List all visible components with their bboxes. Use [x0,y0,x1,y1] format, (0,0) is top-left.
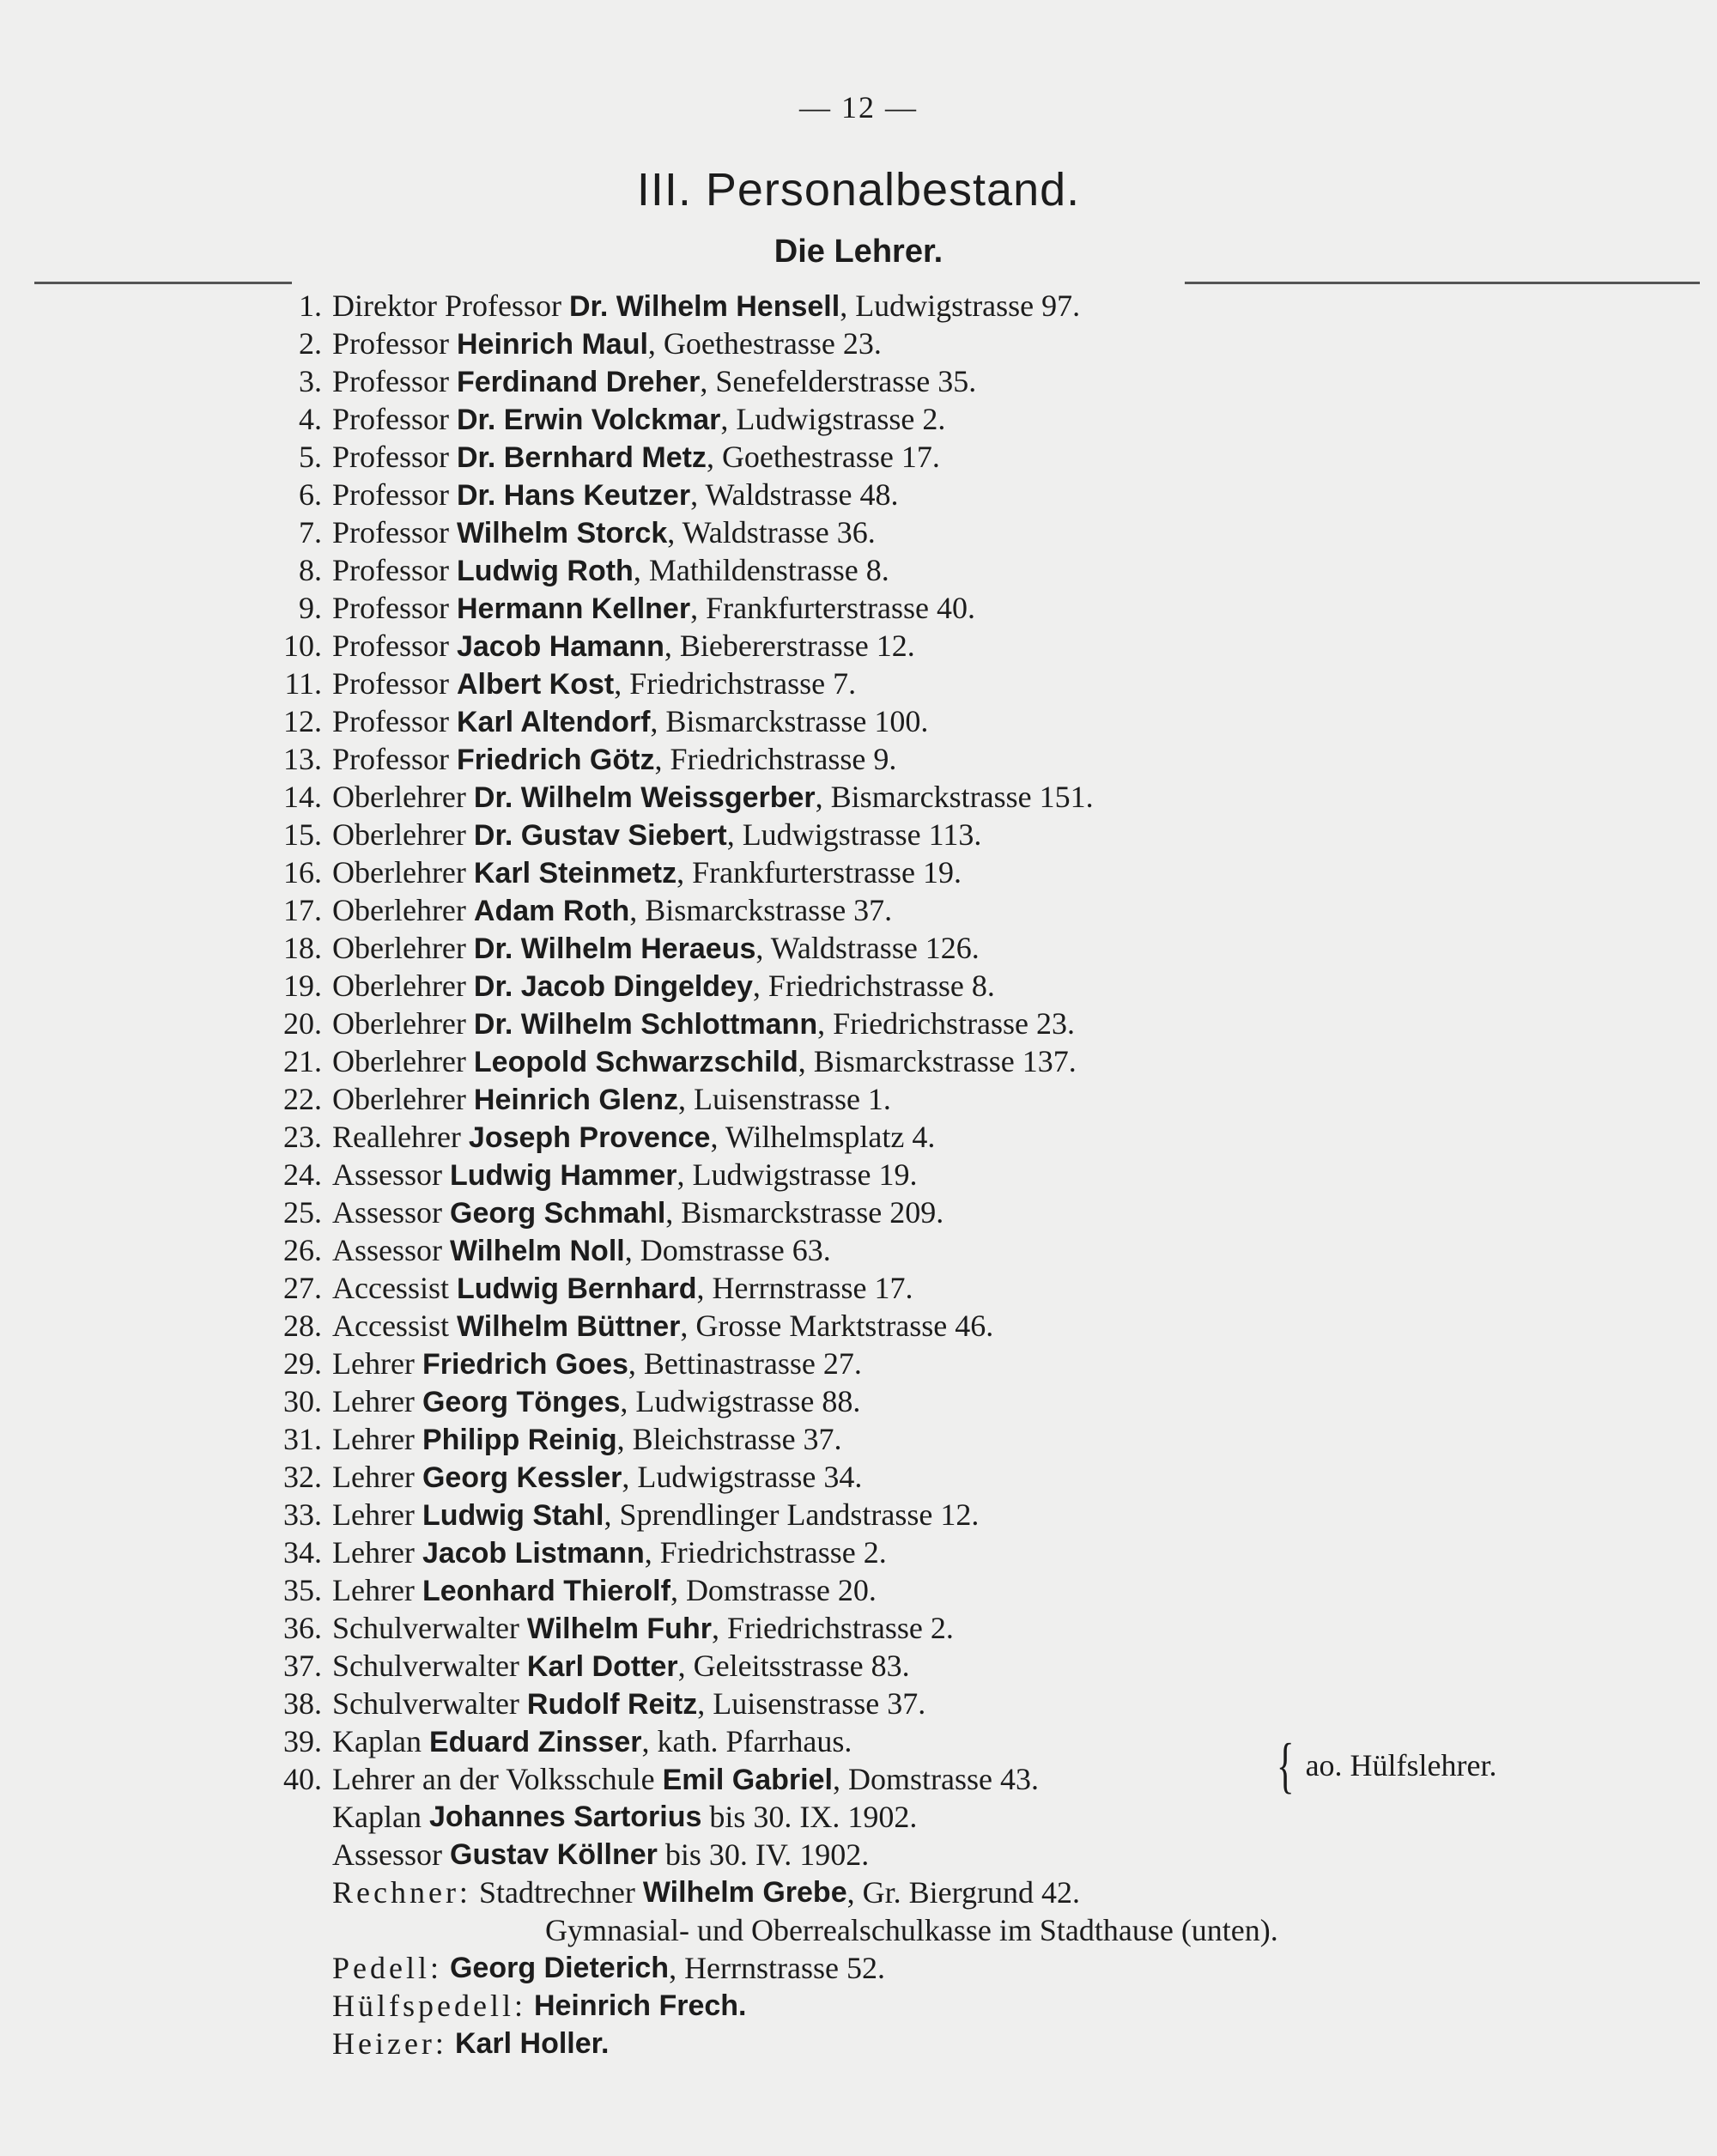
teacher-rank: Professor [332,402,449,436]
teacher-row [275,1420,1700,1458]
teacher-name: Dr. Erwin Volckmar [456,404,721,436]
teacher-address: Frankfurterstrasse 19. [692,855,962,890]
teacher-name: Dr. Bernhard Metz [456,441,707,474]
teacher-rank: Schulverwalter [332,1649,519,1683]
teacher-rank: Oberlehrer [332,817,466,852]
teacher-name: Heinrich Maul [456,328,648,361]
header-rule-left [34,282,292,284]
teacher-row [275,702,1700,740]
teacher-rank: Oberlehrer [332,780,466,814]
teacher-name: Ludwig Stahl [422,1499,604,1532]
teacher-number: 28. [283,1309,322,1343]
teacher-address: Biebererstrasse 12. [679,629,915,663]
teacher-name: Dr. Gustav Siebert [473,819,727,852]
teacher-rank: Schulverwalter [332,1611,519,1645]
teacher-name: Hermann Kellner [456,592,691,625]
former-teacher-row [275,1836,1700,1874]
teacher-number: 37. [283,1649,322,1683]
teacher-row [275,287,1700,325]
teacher-number: 35. [283,1573,322,1607]
teacher-entry: Oberlehrer Dr. Jacob Dingeldey, Friedrichstrasse 8. [332,969,995,1003]
teacher-name: Dr. Wilhelm Hensell [568,290,840,323]
teacher-name: Georg Kessler [422,1461,622,1494]
teacher-address: Herrnstrasse 17. [712,1271,913,1305]
huelfspedell-label: Hülfspedell: [332,1989,526,2023]
pedell-name: Georg Dieterich [449,1952,670,1984]
teacher-row [275,1496,1700,1533]
teacher-entry: Lehrer Leonhard Thierolf, Domstrasse 20. [332,1573,877,1607]
teacher-address: Ludwigstrasse 34. [637,1460,863,1494]
teacher-address: Friedrichstrasse 23. [833,1006,1076,1041]
teacher-number: 22. [283,1082,322,1116]
teacher-address: Ludwigstrasse 2. [736,402,946,436]
teacher-number: 12. [283,704,322,738]
pedell-label: Pedell: [332,1951,442,1985]
teacher-row [275,1156,1700,1193]
teacher-address: Sprendlinger Landstrasse 12. [619,1497,980,1532]
teacher-address: Waldstrasse 48. [705,477,899,512]
teacher-number: 34. [283,1535,322,1570]
teacher-name: Wilhelm Storck [456,517,668,550]
teacher-number: 25. [283,1195,322,1230]
former-name: Johannes Sartorius [428,1801,702,1833]
teacher-name: Jacob Listmann [422,1537,645,1570]
teacher-entry: Lehrer Jacob Listmann, Friedrichstrasse 2. [332,1535,887,1570]
former-note: bis 30. IX. 1902. [709,1800,918,1834]
teacher-address: Domstrasse 63. [640,1233,831,1267]
teacher-address: Bismarckstrasse 137. [813,1044,1077,1078]
teacher-rank: Oberlehrer [332,1082,466,1116]
teacher-rank: Professor [332,477,449,512]
teacher-name: Dr. Wilhelm Heraeus [473,932,756,965]
teacher-number: 4. [299,402,322,436]
teacher-row [275,1231,1700,1269]
teacher-number: 39. [283,1724,322,1758]
teacher-entry: Oberlehrer Dr. Wilhelm Heraeus, Waldstrasse 126. [332,931,980,965]
teacher-name: Dr. Jacob Dingeldey [473,970,753,1003]
teacher-row [275,1307,1700,1345]
teacher-rank: Assessor [332,1157,443,1192]
teacher-row [275,740,1700,778]
teacher-address: Luisenstrasse 1. [693,1082,891,1116]
teacher-rank: Professor [332,742,449,776]
rechner-office: Gymnasial- und Oberrealschulkasse im Stadthause (unten). [545,1913,1278,1947]
teacher-name: Leonhard Thierolf [422,1575,670,1607]
teacher-number: 11. [284,666,322,701]
teacher-entry: Professor Dr. Bernhard Metz, Goethestrasse 17. [332,440,940,474]
teacher-name: Georg Tönges [422,1386,621,1418]
heizer-name: Karl Holler. [454,2027,610,2060]
teacher-row [275,967,1700,1005]
section-title: III. Personalbestand. [636,164,1081,216]
teacher-name: Friedrich Goes [422,1348,628,1381]
teacher-rank: Accessist [332,1271,449,1305]
teacher-address: Waldstrasse 126. [770,931,980,965]
teacher-rank: Oberlehrer [332,1006,466,1041]
aux-teacher-bracket [1271,1728,1497,1803]
teacher-name: Friedrich Götz [456,744,655,776]
pedell-address: Herrnstrasse 52. [684,1951,885,1985]
teacher-row [275,891,1700,929]
teacher-number: 14. [283,780,322,814]
teacher-rank: Lehrer [332,1384,415,1418]
teacher-rank: Professor [332,364,449,398]
teacher-row [275,513,1700,551]
teacher-number: 1. [299,288,322,323]
teacher-name: Ludwig Roth [456,555,634,587]
teacher-rank: Lehrer [332,1497,415,1532]
rechner-address: Gr. Biergrund 42. [862,1875,1080,1910]
teacher-row [275,438,1700,476]
sub-title: Die Lehrer. [774,234,943,270]
teacher-address: Frankfurterstrasse 40. [706,591,975,625]
teacher-number: 24. [283,1157,322,1192]
teacher-number: 19. [283,969,322,1003]
rechner-row: Rechner: Stadtrechner Wilhelm Grebe , Gr. Biergrund 42. [332,1875,1080,1910]
huelfspedell-name: Heinrich Frech. [533,1989,747,2022]
teacher-address: Friedrichstrasse 2. [659,1535,887,1570]
teacher-address: Bismarckstrasse 151. [830,780,1094,814]
teacher-row [275,1685,1700,1722]
teacher-entry: Schulverwalter Rudolf Reitz, Luisenstrasse 37. [332,1686,926,1721]
teacher-number: 30. [283,1384,322,1418]
teacher-row [275,1609,1700,1647]
teacher-entry: Schulverwalter Wilhelm Fuhr, Friedrichstrasse 2. [332,1611,954,1645]
teacher-name: Adam Roth [473,895,630,927]
teacher-rank: Lehrer [332,1346,415,1381]
teacher-name: Ludwig Bernhard [456,1272,697,1305]
teacher-rank: Schulverwalter [332,1686,519,1721]
teacher-address: Bismarckstrasse 100. [665,704,929,738]
teacher-entry: Professor Dr. Hans Keutzer, Waldstrasse 48. [332,477,899,512]
teacher-name: Heinrich Glenz [473,1084,678,1116]
teacher-entry: Oberlehrer Leopold Schwarzschild, Bismarckstrasse 137. [332,1044,1077,1078]
teacher-number: 33. [283,1497,322,1532]
teacher-address: kath. Pfarrhaus. [657,1724,852,1758]
teacher-rank: Professor [332,666,449,701]
teacher-row [275,853,1700,891]
teacher-row [275,816,1700,853]
teacher-number: 10. [283,629,322,663]
teacher-address: Goethestrasse 17. [721,440,940,474]
teacher-address: Bettinastrasse 27. [643,1346,862,1381]
teacher-row [275,1571,1700,1609]
teacher-entry: Accessist Wilhelm Büttner, Grosse Marktstrasse 46. [332,1309,994,1343]
teacher-rank: Lehrer [332,1573,415,1607]
teacher-number: 9. [299,591,322,625]
teacher-entry: Professor Jacob Hamann, Biebererstrasse 12. [332,629,915,663]
teacher-entry: Professor Ludwig Roth, Mathildenstrasse 8. [332,553,889,587]
teacher-row [275,1042,1700,1080]
teacher-address: Domstrasse 20. [685,1573,877,1607]
header-rule-right [1185,282,1700,284]
page-number: — 12 — [799,90,918,125]
teacher-entry: Assessor Ludwig Hammer, Ludwigstrasse 19. [332,1157,918,1192]
teacher-row [275,551,1700,589]
teacher-rank: Professor [332,553,449,587]
teacher-entry: Accessist Ludwig Bernhard, Herrnstrasse 17. [332,1271,913,1305]
teacher-address: Bismarckstrasse 37. [645,893,893,927]
teacher-entry: Assessor Georg Schmahl, Bismarckstrasse 209. [332,1195,944,1230]
teacher-name: Ludwig Hammer [450,1159,677,1192]
teacher-rank: Oberlehrer [332,855,466,890]
teacher-address: Ludwigstrasse 113. [742,817,982,852]
teacher-name: Dr. Wilhelm Schlottmann [473,1008,818,1041]
teacher-address: Ludwigstrasse 88. [635,1384,861,1418]
teacher-name: Eduard Zinsser [428,1726,642,1758]
teacher-row [275,627,1700,665]
teacher-entry: Professor Friedrich Götz, Friedrichstrasse 9. [332,742,897,776]
teacher-address: Bleichstrasse 37. [632,1422,842,1456]
teacher-number: 40. [283,1762,322,1796]
teacher-address: Wilhelmsplatz 4. [725,1120,936,1154]
teacher-entry: Lehrer Philipp Reinig, Bleichstrasse 37. [332,1422,842,1456]
teacher-number: 32. [283,1460,322,1494]
teacher-name: Philipp Reinig [422,1424,617,1456]
teacher-row [275,1345,1700,1382]
teacher-name: Wilhelm Fuhr [526,1612,712,1645]
teacher-rank: Oberlehrer [332,893,466,927]
teacher-name: Dr. Hans Keutzer [456,479,691,512]
rechner-office-row [275,1911,1700,1949]
teacher-address: Friedrichstrasse 2. [726,1611,954,1645]
teacher-address: Grosse Marktstrasse 46. [695,1309,994,1343]
teacher-number: 27. [283,1271,322,1305]
teacher-number: 21. [283,1044,322,1078]
huelfspedell-row [275,1987,1700,2025]
teacher-rank: Direktor Professor [332,288,561,323]
teacher-entry: Lehrer Friedrich Goes, Bettinastrasse 27. [332,1346,862,1381]
teacher-name: Leopold Schwarzschild [473,1046,798,1078]
heizer-label: Heizer: [332,2026,447,2061]
teacher-address: Waldstrasse 36. [682,515,876,550]
teacher-entry: Professor Hermann Kellner, Frankfurterstrasse 40. [332,591,975,625]
teacher-number: 13. [283,742,322,776]
teacher-number: 7. [299,515,322,550]
teacher-entry: Schulverwalter Karl Dotter, Geleitsstrasse 83. [332,1649,910,1683]
teacher-name: Emil Gabriel [662,1764,833,1796]
brace-glyph: { [1276,1731,1295,1800]
teacher-address: Domstrasse 43. [847,1762,1039,1796]
teacher-entry: Oberlehrer Heinrich Glenz, Luisenstrasse 1. [332,1082,891,1116]
teacher-entry: Professor Karl Altendorf, Bismarckstrasse 100. [332,704,929,738]
teacher-row [275,1647,1700,1685]
teacher-number: 36. [283,1611,322,1645]
teacher-entry: Professor Ferdinand Dreher, Senefelderstrasse 35. [332,364,977,398]
teacher-rank: Assessor [332,1195,443,1230]
teacher-row [275,1118,1700,1156]
teacher-row [275,1080,1700,1118]
teacher-rank: Professor [332,440,449,474]
teacher-entry: Professor Albert Kost, Friedrichstrasse 7. [332,666,857,701]
teacher-row [275,1193,1700,1231]
teacher-row [275,1269,1700,1307]
teacher-row [275,929,1700,967]
teacher-rank: Lehrer [332,1422,415,1456]
teacher-name: Karl Steinmetz [473,857,677,890]
former-rank: Assessor [332,1837,443,1872]
teacher-entry: Lehrer Georg Kessler, Ludwigstrasse 34. [332,1460,863,1494]
teacher-name: Georg Schmahl [450,1197,666,1230]
teacher-entry: Kaplan Eduard Zinsser, kath. Pfarrhaus. [332,1724,852,1758]
teacher-number: 18. [283,931,322,965]
teacher-row [275,1382,1700,1420]
teacher-entry: Oberlehrer Dr. Wilhelm Weissgerber, Bismarckstrasse 151. [332,780,1094,814]
teacher-address: Goethestrasse 23. [663,326,882,361]
teacher-number: 3. [299,364,322,398]
teacher-row [275,1533,1700,1571]
teacher-name: Dr. Wilhelm Weissgerber [473,781,816,814]
teacher-name: Joseph Provence [468,1121,711,1154]
teacher-rank: Professor [332,704,449,738]
former-teacher-row [275,1798,1700,1836]
teacher-entry: Professor Wilhelm Storck, Waldstrasse 36. [332,515,876,550]
teacher-address: Luisenstrasse 37. [713,1686,926,1721]
teacher-number: 6. [299,477,322,512]
teacher-number: 26. [283,1233,322,1267]
teacher-entry: Oberlehrer Dr. Gustav Siebert, Ludwigstrasse 113. [332,817,982,852]
former-rank: Kaplan [332,1800,422,1834]
teacher-entry: Professor Dr. Erwin Volckmar, Ludwigstrasse 2. [332,402,946,436]
teacher-row [275,1458,1700,1496]
teacher-entry: Lehrer an der Volksschule Emil Gabriel, Domstrasse 43. [332,1762,1039,1796]
teacher-rank: Professor [332,515,449,550]
teacher-rank: Kaplan [332,1724,422,1758]
teacher-number: 31. [283,1422,322,1456]
teacher-address: Ludwigstrasse 97. [855,288,1081,323]
teacher-rank: Lehrer [332,1535,415,1570]
teacher-rank: Professor [332,326,449,361]
teacher-number: 5. [299,440,322,474]
rechner-name: Wilhelm Grebe [642,1876,847,1909]
teacher-name: Jacob Hamann [456,630,664,663]
teacher-number: 20. [283,1006,322,1041]
former-note: bis 30. IV. 1902. [664,1837,870,1872]
teacher-address: Geleitsstrasse 83. [693,1649,910,1683]
teacher-number: 16. [283,855,322,890]
teacher-entry: Professor Heinrich Maul, Goethestrasse 23. [332,326,882,361]
teacher-address: Friedrichstrasse 8. [767,969,995,1003]
teacher-rank: Lehrer an der Volksschule [332,1762,655,1796]
teacher-name: Wilhelm Büttner [456,1310,681,1343]
pedell-row: Pedell: Georg Dieterich , Herrnstrasse 52. [332,1951,885,1985]
teacher-address: Mathildenstrasse 8. [648,553,889,587]
teacher-name: Albert Kost [456,668,615,701]
teacher-number: 29. [283,1346,322,1381]
rechner-label: Rechner: [332,1875,471,1910]
teacher-rank: Professor [332,629,449,663]
teacher-entry: Oberlehrer Dr. Wilhelm Schlottmann, Friedrichstrasse 23. [332,1006,1076,1041]
teacher-entry: Assessor Wilhelm Noll, Domstrasse 63. [332,1233,831,1267]
teacher-row [275,1005,1700,1042]
teacher-rank: Professor [332,591,449,625]
teacher-address: Ludwigstrasse 19. [692,1157,918,1192]
teacher-number: 8. [299,553,322,587]
teacher-row [275,362,1700,400]
heizer-row [275,2025,1700,2062]
teacher-address: Friedrichstrasse 7. [629,666,857,701]
teacher-address: Senefelderstrasse 35. [715,364,977,398]
teacher-number: 2. [299,326,322,361]
teacher-number: 15. [283,817,322,852]
teacher-entry: Lehrer Ludwig Stahl, Sprendlinger Landstrasse 12. [332,1497,980,1532]
rechner-rank: Stadtrechner [478,1875,635,1910]
teacher-number: 17. [283,893,322,927]
teacher-rank: Oberlehrer [332,969,466,1003]
teacher-address: Bismarckstrasse 209. [681,1195,944,1230]
teacher-entry: Oberlehrer Karl Steinmetz, Frankfurterstrasse 19. [332,855,962,890]
teacher-name: Wilhelm Noll [450,1235,625,1267]
teacher-name: Karl Dotter [526,1650,678,1683]
teacher-entry: Direktor Professor Dr. Wilhelm Hensell, Ludwigstrasse 97. [332,288,1081,323]
teacher-row [275,589,1700,627]
teacher-row [275,778,1700,816]
teacher-name: Ferdinand Dreher [456,366,701,398]
teacher-name: Karl Altendorf [456,706,651,738]
teacher-number: 38. [283,1686,322,1721]
teacher-rank: Lehrer [332,1460,415,1494]
aux-teacher-label: ao. Hülfslehrer. [1305,1748,1497,1782]
teacher-rank: Reallehrer [332,1120,461,1154]
teacher-entry: Reallehrer Joseph Provence, Wilhelmsplatz 4. [332,1120,936,1154]
teacher-row [275,325,1700,362]
teacher-rank: Oberlehrer [332,1044,466,1078]
former-name: Gustav Köllner [450,1838,658,1871]
teacher-row [275,476,1700,513]
teacher-row [275,665,1700,702]
teacher-address: Friedrichstrasse 9. [670,742,897,776]
teacher-rank: Assessor [332,1233,443,1267]
teacher-entry: Lehrer Georg Tönges, Ludwigstrasse 88. [332,1384,861,1418]
teacher-number: 23. [283,1120,322,1154]
teacher-row [275,400,1700,438]
teacher-rank: Oberlehrer [332,931,466,965]
teacher-entry: Oberlehrer Adam Roth, Bismarckstrasse 37. [332,893,893,927]
teacher-name: Rudolf Reitz [526,1688,698,1721]
teacher-rank: Accessist [332,1309,449,1343]
